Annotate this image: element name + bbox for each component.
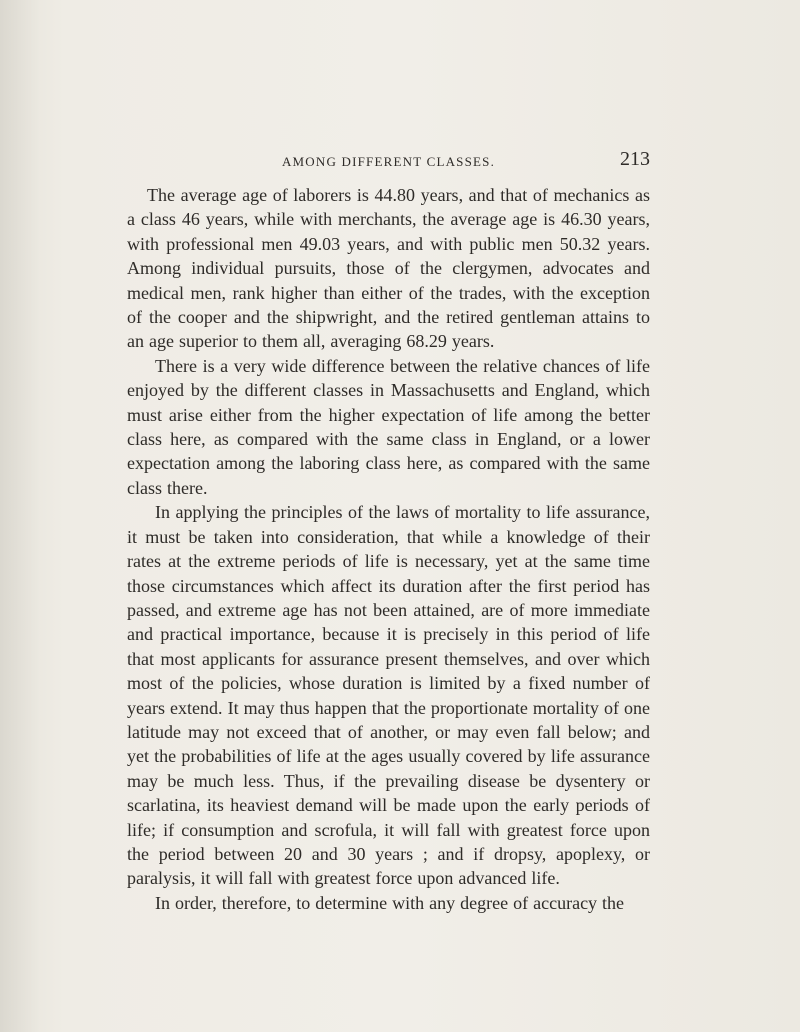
running-head: [127, 148, 650, 178]
page-number: 213: [620, 148, 650, 170]
paragraph: There is a very wide difference between the relative chances of life enjoyed by the different classes in Massachusetts and England, which must arise either from the higher expectation of life among the better class here, as compared with the same class in England, or a lower expectation among the laboring class here, as compared with the same class there.: [127, 355, 650, 498]
running-title: AMONG DIFFERENT CLASSES.: [281, 154, 496, 169]
paragraph: In order, therefore, to determine with any degree of accuracy the: [155, 892, 625, 913]
paragraph: The average age of laborers is 44.80 years, and that of mechanics as a class 46 years, while with merchants, the average age is 46.30 years, with professional men 49.03 years, and with public men 50.32 years. Among individual pursuits, those of the clergymen, advocates and medical men, rank higher than either of the trades, with the exception of the cooper and the shipwright, and the retired gentleman attains to an age superior to them all, averaging 68.29 years.: [127, 185, 650, 352]
paragraph: In applying the principles of the laws of mortality to life assurance, it must be taken into consideration, that while a knowledge of their rates at the extreme periods of life is necessary, yet at the same time those circumstances which affect its duration after the first period has passed, and extreme age has not been attained, are of more immediate and practical importance, because it is precisely in this period of life that most applicants for assurance present themselves, and over which most of the policies, whose duration is limited by a fixed number of years extend. It may thus happen that the proportionate mortality of one latitude may not exceed that of another, or may even fall below; and yet the probabilities of life at the ages usually covered by life assurance may be much less. Thus, if the prevailing disease be dysentery or scarlatina, its heaviest demand will be made upon the early periods of life; if consumption and scrofula, it will fall with greatest force upon the period between 20 and 30 years ; and if dropsy, apoplexy, or paralysis, it will fall with greatest force upon advanced life.: [127, 502, 650, 889]
body-text: [127, 183, 650, 915]
